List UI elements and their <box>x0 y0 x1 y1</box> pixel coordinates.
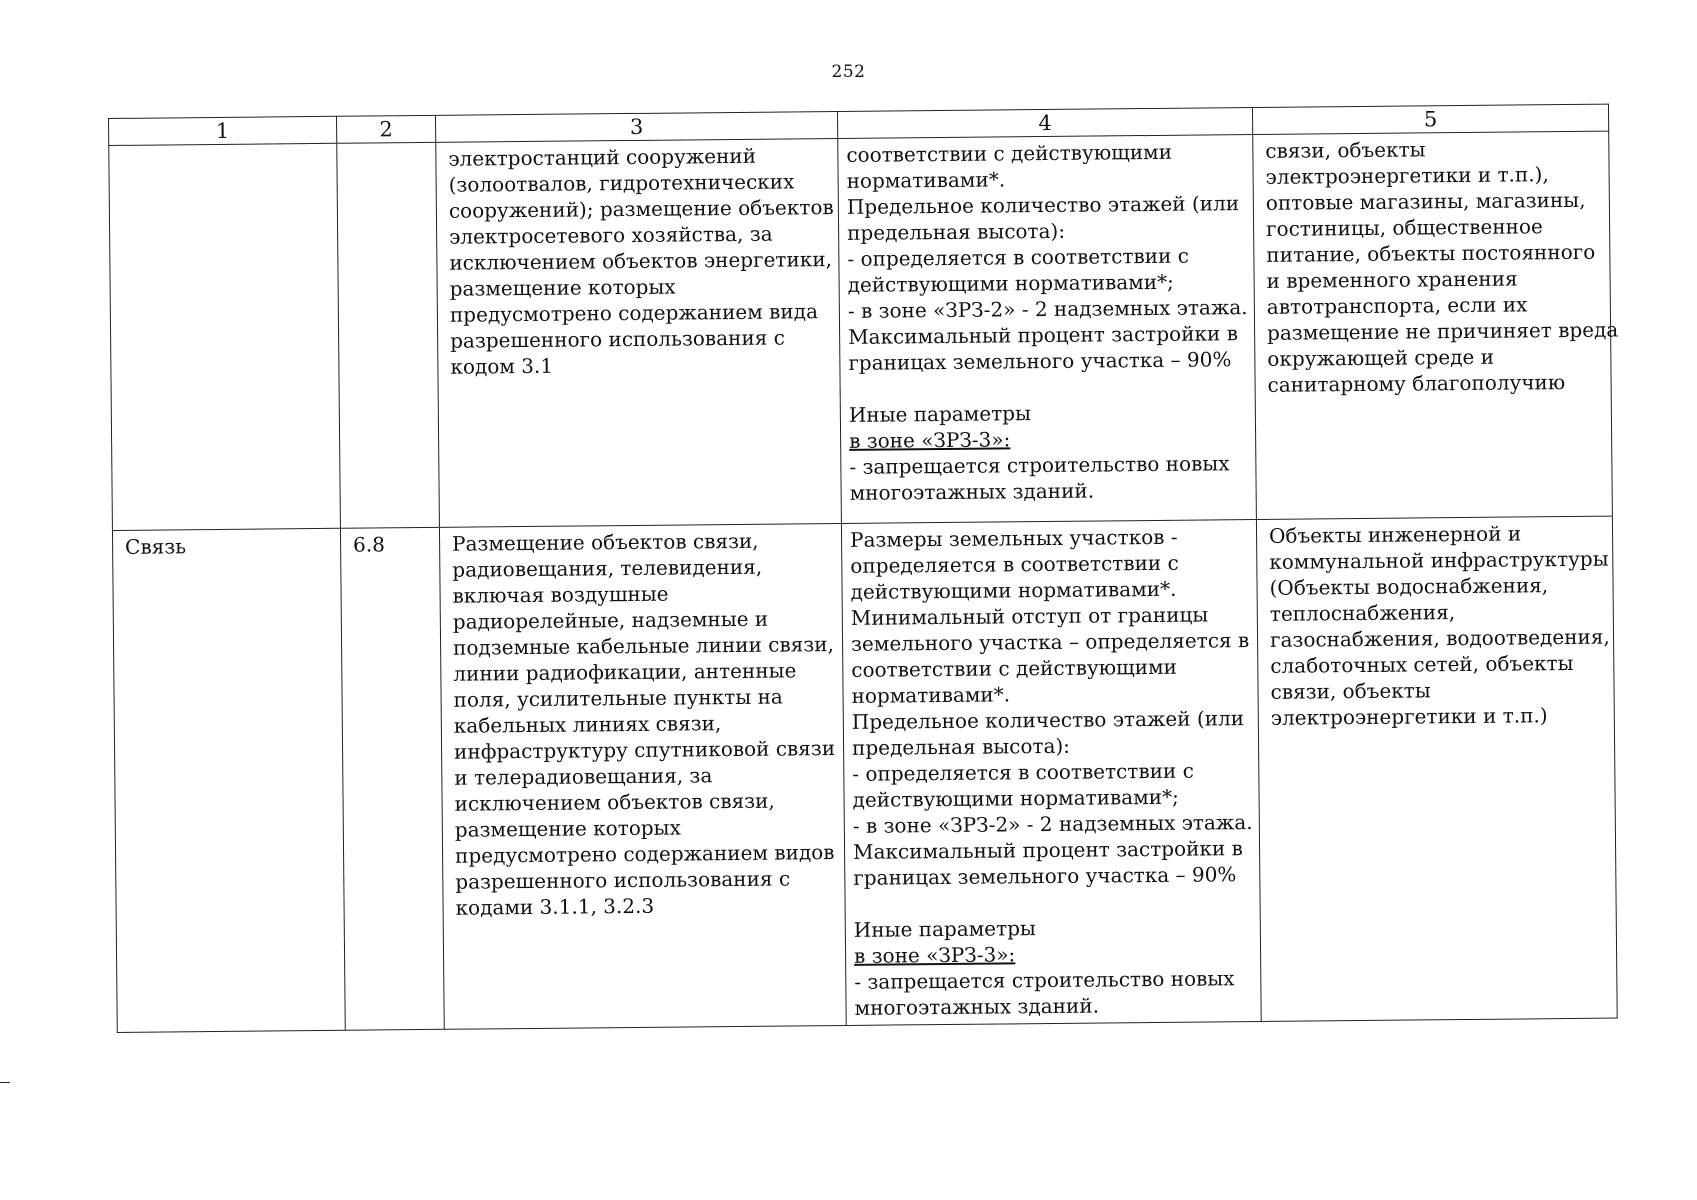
text-line: действующими нормативами*. <box>850 576 1177 604</box>
text-line: земельного участка – определяется в <box>850 628 1250 656</box>
zoning-table <box>108 104 1618 1033</box>
text-line: действующими нормативами*; <box>852 784 1179 812</box>
text-line: - запрещается строительство новых <box>854 966 1235 994</box>
text-line: (Объекты водоснабжения, <box>1269 573 1549 600</box>
text-line: Объекты инженерной и <box>1268 521 1522 548</box>
text-line: и временного хранения <box>1266 266 1518 293</box>
text-line: многоэтажных зданий. <box>854 993 1100 1020</box>
text-line: соответствии с действующими <box>851 654 1178 682</box>
text-line: радиовещания, телевидения, <box>452 554 763 582</box>
text-line: кодами 3.1.1, 3.2.3 <box>455 893 655 920</box>
text-line: включая воздушные <box>452 581 669 608</box>
text-line: электроэнергетики и т.п.) <box>1270 703 1548 730</box>
text-line: сооружений); размещение объектов <box>448 195 834 223</box>
text-line: - запрещается строительство новых <box>849 451 1230 479</box>
text-line: Размеры земельных участков - <box>849 524 1178 552</box>
continuation-row <box>109 131 1613 530</box>
text-line: многоэтажных зданий. <box>849 478 1095 505</box>
text-line: определяется в соответствии с <box>850 550 1179 578</box>
text-line: - определяется в соответствии с <box>847 243 1190 271</box>
text-line: - в зоне «ЗРЗ-2» - 2 надземных этажа. <box>852 810 1253 838</box>
header-col-3: 3 <box>435 111 837 142</box>
text-line: радиорелейные, надземные и <box>452 606 769 634</box>
auxiliary-uses-cell <box>1256 516 1617 1021</box>
cont-cell-3 <box>436 138 842 527</box>
text-line: электроэнергетики и т.п.), <box>1265 162 1549 189</box>
header-col-2: 2 <box>336 115 435 143</box>
use-type-cell: Связь <box>112 528 345 1032</box>
underlined-zone-label: в зоне «ЗРЗ-3»: <box>849 427 1011 453</box>
text-line: коммунальной инфраструктуры <box>1269 546 1609 574</box>
text-line: Предельное количество этажей (или <box>851 706 1245 734</box>
text-line: питание, объекты постоянного <box>1266 239 1596 267</box>
text-line: предельная высота): <box>847 218 1066 245</box>
text-line: теплоснабжения, <box>1269 600 1456 626</box>
text-line: Максимальный процент застройки в <box>848 321 1239 349</box>
text-line: предусмотрено содержанием видов <box>454 840 835 868</box>
text-line: оптовые магазины, магазины, <box>1265 187 1586 215</box>
cont-cell-1 <box>109 143 341 530</box>
text-line: Иные параметры <box>853 916 1036 942</box>
text-line: соответствии с действующими <box>846 139 1173 167</box>
table-row-svyaz <box>112 516 1617 1032</box>
text-line: Предельное количество этажей (или <box>846 191 1240 219</box>
text-line: действующими нормативами*; <box>847 269 1174 297</box>
text-line: нормативами*. <box>851 682 1011 708</box>
text-line: - определяется в соответствии с <box>852 758 1194 786</box>
text-line: окружающей среде и <box>1267 344 1495 371</box>
text-line: размещение не причиняет вреда <box>1267 317 1619 345</box>
text-line: линии радиофикации, антенные <box>453 658 797 686</box>
use-code-cell: 6.8 <box>340 527 444 1030</box>
text-line: Максимальный процент застройки в <box>852 836 1243 864</box>
text-line: и телерадиовещания, за <box>454 763 713 790</box>
text-line: газоснабжения, водоотведения, <box>1269 624 1610 652</box>
text-line: кабельных линиях связи, <box>453 711 722 738</box>
text-line: исключением объектов связи, <box>454 788 775 816</box>
text-line: Размещение объектов связи, <box>451 528 759 556</box>
text-line: поля, усилительные пункты на <box>453 684 783 712</box>
text-line: нормативами*. <box>846 167 1006 193</box>
text-line: электросетевого хозяйства, за <box>449 221 773 249</box>
parameters-cell <box>841 519 1261 1025</box>
text-line: слаботочных сетей, объекты <box>1270 650 1574 678</box>
text-line: подземные кабельные линии связи, <box>452 632 835 660</box>
cont-cell-2 <box>337 142 440 528</box>
text-line: электростанций сооружений <box>448 143 757 171</box>
blank-line <box>853 887 1253 917</box>
text-line: размещение которых <box>454 815 681 842</box>
text-line: связи, объекты <box>1270 678 1431 704</box>
text-line: границах земельного участка – 90% <box>848 347 1232 375</box>
use-description-cell <box>439 523 846 1029</box>
text-line: связи, объекты <box>1265 137 1426 163</box>
header-col-5: 5 <box>1252 104 1608 134</box>
margin-tick-mark <box>0 1082 10 1083</box>
text-line: гостиницы, общественное <box>1266 214 1543 241</box>
text-line: санитарному благополучию <box>1267 370 1566 397</box>
underlined-zone-label: в зоне «ЗРЗ-3»: <box>853 942 1016 968</box>
text-line: границах земельного участка – 90% <box>853 862 1237 890</box>
text-line: размещение которых <box>449 274 676 301</box>
text-line: инфраструктуру спутниковой связи <box>453 736 836 764</box>
text-line: предусмотрено содержанием вида <box>449 299 819 327</box>
page-number: 252 <box>831 62 866 82</box>
text-line: кодом 3.1 <box>450 353 554 379</box>
text-line: исключением объектов энергетики, <box>449 247 833 275</box>
header-col-4: 4 <box>837 108 1252 139</box>
text-line: автотранспорта, если их <box>1266 292 1528 319</box>
text-line: Иные параметры <box>848 401 1032 427</box>
text-line: разрешенного использования с <box>455 866 791 894</box>
header-col-1: 1 <box>109 116 337 145</box>
cont-cell-4 <box>838 135 1257 524</box>
cont-cell-5 <box>1253 131 1619 519</box>
text-line: Минимальный отступ от границы <box>850 602 1209 630</box>
text-line: (золоотвалов, гидротехнических <box>448 169 795 197</box>
blank-line <box>849 372 1249 402</box>
text-line: предельная высота): <box>851 733 1071 760</box>
text-line: разрешенного использования с <box>450 325 786 353</box>
text-line: - в зоне «ЗРЗ-2» - 2 надземных этажа. <box>847 295 1248 323</box>
